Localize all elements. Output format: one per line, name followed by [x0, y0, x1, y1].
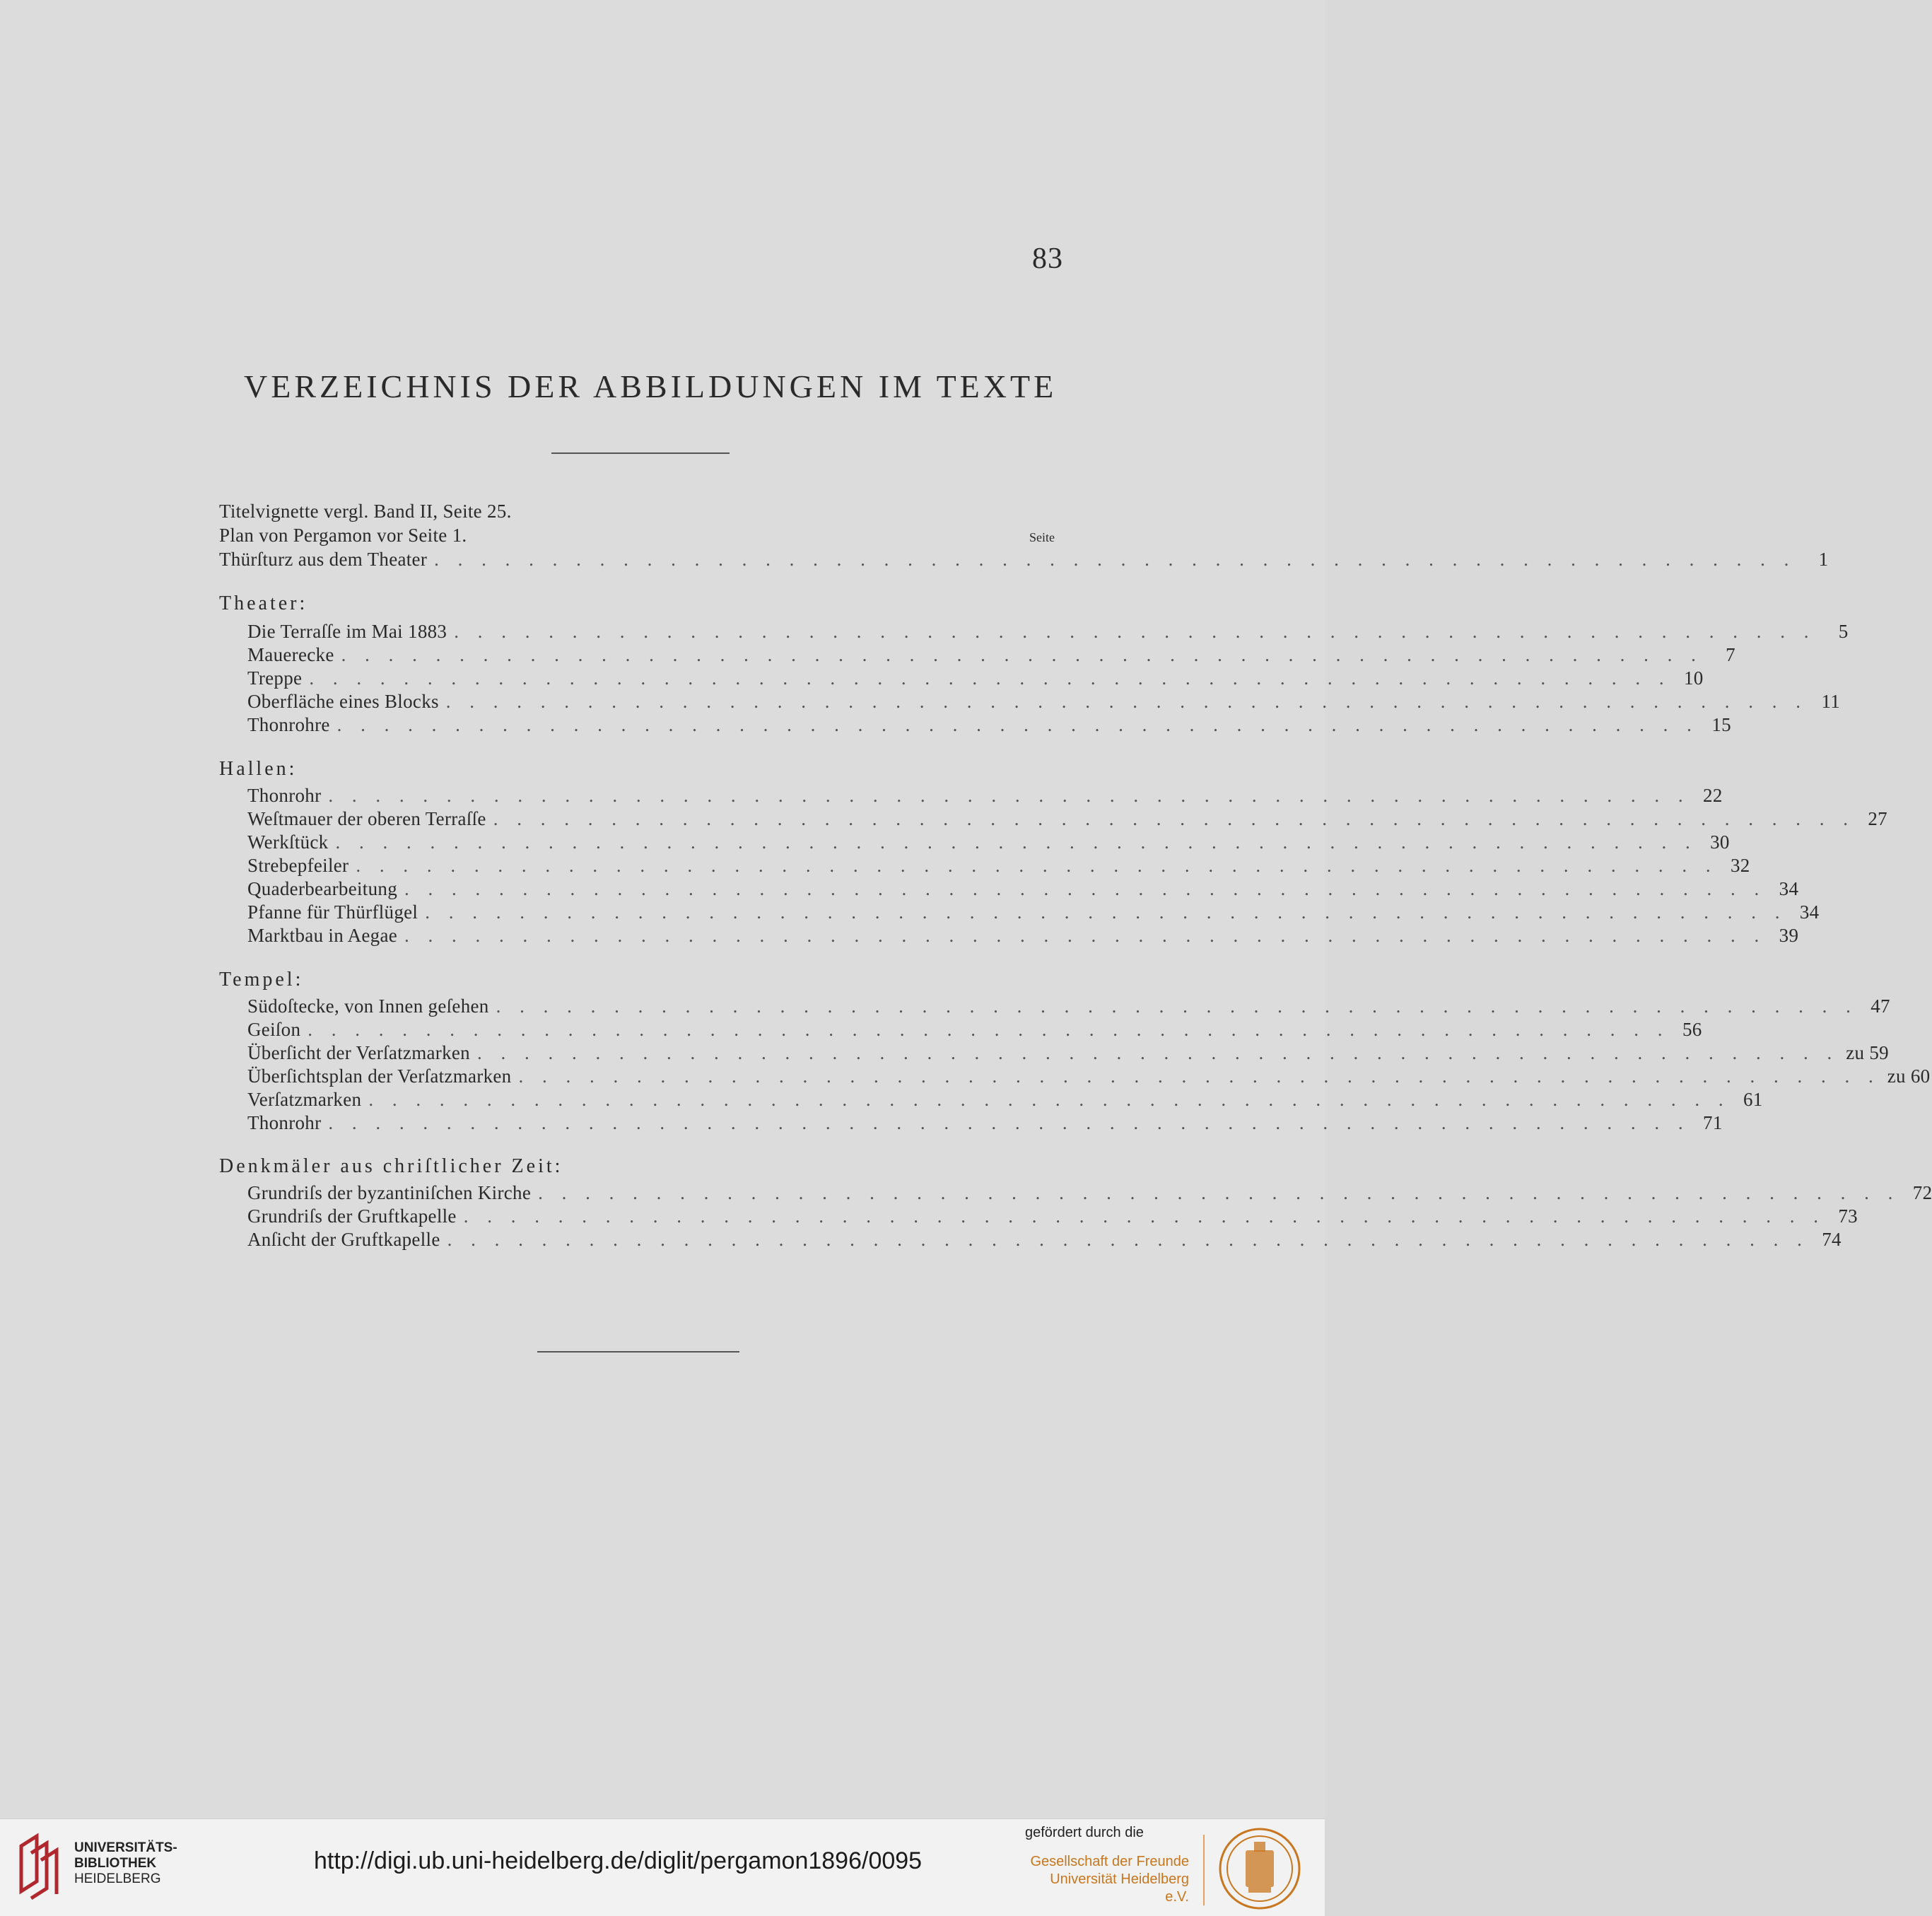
toc-entry: [247, 644, 1735, 668]
toc-entry: [247, 621, 1849, 645]
intro-line-2: Plan von Pergamon vor Seite 1.: [219, 525, 467, 546]
toc-entry: [247, 1089, 1763, 1113]
library-name-line-3: HEIDELBERG: [74, 1871, 161, 1886]
sponsor-divider: [1203, 1835, 1205, 1905]
dot-leader: . . . . . . . . . . . . . . . . . . . . . . . . . . . . . . . . . . . . . . . . . . . . . . . . . . . . . . . . . .: [341, 644, 1703, 665]
toc-entry-label: Treppe: [247, 667, 303, 689]
dot-leader: . . . . . . . . . . . . . . . . . . . . . . . . . . . . . . . . . . . . . . . . . . . . . . . . . . . . . . . . . .: [476, 1042, 1839, 1063]
dot-leader: . . . . . . . . . . . . . . . . . . . . . . . . . . . . . . . . . . . . . . . . . . . . . . . . . . . . . . . . . .: [463, 1205, 1825, 1227]
toc-entry: [247, 831, 1730, 855]
toc-entry-page: zu 60: [1887, 1065, 1931, 1087]
toc-entry-label: Thürſturz aus dem Theater: [219, 549, 428, 570]
toc-entry-page: 56: [1682, 1019, 1702, 1040]
toc-entry-label: Mauerecke: [247, 644, 334, 665]
dot-leader: . . . . . . . . . . . . . . . . . . . . . . . . . . . . . . . . . . . . . . . . . . . . . . . . . . . . . . . . . .: [404, 878, 1767, 899]
toc-entry-page: 7: [1726, 644, 1735, 665]
dot-leader: . . . . . . . . . . . . . . . . . . . . . . . . . . . . . . . . . . . . . . . . . . . . . . . . . . . . . . . . . .: [496, 995, 1858, 1017]
library-name-line-2: BIBLIOTHEK: [74, 1856, 157, 1871]
intro-line-1: Titelvignette vergl. Band II, Seite 25.: [219, 501, 512, 522]
dot-leader: . . . . . . . . . . . . . . . . . . . . . . . . . . . . . . . . . . . . . . . . . . . . . . . . . . . . . . . . . .: [538, 1182, 1900, 1203]
toc-entry-page: 34: [1799, 901, 1820, 923]
page-title: VERZEICHNIS DER ABBILDUNGEN IM TEXTE: [244, 368, 1058, 404]
toc-entry-label: Thonrohre: [247, 714, 330, 735]
dot-leader: . . . . . . . . . . . . . . . . . . . . . . . . . . . . . . . . . . . . . . . . . . . . . . . . . . . . . . . . . .: [434, 549, 1796, 570]
toc-entry-label: Die Terraſſe im Mai 1883: [247, 621, 447, 642]
toc-entry: [247, 1065, 1931, 1090]
end-divider: [537, 1351, 739, 1353]
toc-entry-page: zu 59: [1846, 1042, 1889, 1063]
toc-entry-page: 47: [1870, 995, 1890, 1017]
dot-leader: . . . . . . . . . . . . . . . . . . . . . . . . . . . . . . . . . . . . . . . . . . . . . . . . . . . . . . . . . .: [308, 1019, 1670, 1040]
toc-entry-page: 11: [1821, 691, 1841, 712]
toc-entry: [247, 1019, 1702, 1043]
dot-leader: . . . . . . . . . . . . . . . . . . . . . . . . . . . . . . . . . . . . . . . . . . . . . . . . . . . . . . . . . .: [454, 621, 1816, 642]
section-heading-tempel: Tempel:: [219, 969, 304, 991]
dot-leader: . . . . . . . . . . . . . . . . . . . . . . . . . . . . . . . . . . . . . . . . . . . . . . . . . . . . . . . . . .: [328, 1112, 1690, 1133]
toc-entry-label: Anſicht der Gruftkapelle: [247, 1229, 440, 1250]
toc-entry-label: Strebepfeiler: [247, 855, 349, 876]
toc-entry: [247, 1182, 1932, 1206]
toc-entry-label: Werkſtück: [247, 831, 329, 853]
section-heading-hallen: Hallen:: [219, 758, 298, 780]
toc-entry-label: Quaderbearbeitung: [247, 878, 398, 899]
toc-entry: [247, 667, 1704, 691]
toc-entry-page: 71: [1703, 1112, 1723, 1133]
viewer-footer: [0, 1818, 1325, 1916]
toc-entry: [247, 1229, 1842, 1253]
dot-leader: . . . . . . . . . . . . . . . . . . . . . . . . . . . . . . . . . . . . . . . . . . . . . . . . . . . . . . . . . .: [356, 855, 1718, 876]
toc-entry: [247, 1042, 1889, 1066]
dot-leader: . . . . . . . . . . . . . . . . . . . . . . . . . . . . . . . . . . . . . . . . . . . . . . . . . . . . . . . . . .: [309, 667, 1671, 689]
toc-entry: [247, 808, 1887, 832]
toc-entry: [247, 878, 1799, 902]
toc-entry: [247, 691, 1841, 715]
toc-entry: [219, 549, 1829, 573]
toc-entry-page: 74: [1822, 1229, 1842, 1250]
toc-entry: [247, 1205, 1858, 1229]
toc-entry: [247, 714, 1731, 738]
sponsor-name-line-2: Universität Heidelberg e.V.: [1050, 1871, 1189, 1905]
toc-entry-page: 10: [1683, 667, 1704, 689]
toc-entry-label: Grundriſs der byzantiniſchen Kirche: [247, 1182, 532, 1203]
toc-entry-label: Südoſtecke, von Innen geſehen: [247, 995, 489, 1017]
university-seal-icon: [1217, 1826, 1302, 1911]
toc-entry-page: 61: [1743, 1089, 1763, 1110]
toc-entry: [247, 901, 1820, 925]
toc-entry-page: 5: [1838, 621, 1849, 642]
toc-entry-page: 1: [1818, 549, 1829, 570]
seite-column-label: Seite: [1029, 530, 1055, 544]
toc-entry-label: Verſatzmarken: [247, 1089, 362, 1110]
toc-entry: [247, 995, 1890, 1020]
dot-leader: . . . . . . . . . . . . . . . . . . . . . . . . . . . . . . . . . . . . . . . . . . . . . . . . . . . . . . . . . .: [336, 714, 1699, 735]
toc-entry: [247, 855, 1750, 879]
library-logo-icon: [16, 1832, 59, 1898]
section-heading-theater: Theater:: [219, 592, 308, 614]
toc-entry-page: 39: [1779, 925, 1799, 946]
toc-entry-label: Grundriſs der Gruftkapelle: [247, 1205, 457, 1227]
section-heading-denkmaeler: Denkmäler aus chriſtlicher Zeit:: [219, 1155, 563, 1177]
toc-entry-label: Thonrohr: [247, 785, 322, 806]
toc-entry-page: 72: [1912, 1182, 1932, 1203]
dot-leader: . . . . . . . . . . . . . . . . . . . . . . . . . . . . . . . . . . . . . . . . . . . . . . . . . . . . . . . . . .: [368, 1089, 1731, 1110]
dot-leader: . . . . . . . . . . . . . . . . . . . . . . . . . . . . . . . . . . . . . . . . . . . . . . . . . . . . . . . . . .: [404, 925, 1767, 946]
dot-leader: . . . . . . . . . . . . . . . . . . . . . . . . . . . . . . . . . . . . . . . . . . . . . . . . . . . . . . . . . .: [328, 785, 1690, 806]
dot-leader: . . . . . . . . . . . . . . . . . . . . . . . . . . . . . . . . . . . . . . . . . . . . . . . . . . . . . . . . . .: [447, 1229, 1809, 1250]
toc-entry-page: 27: [1868, 808, 1887, 829]
page-number: 83: [1032, 243, 1063, 275]
sponsor-name: [1025, 1853, 1189, 1906]
toc-entry-label: Pfanne für Thürflügel: [247, 901, 418, 923]
sponsor-name-line-1: Gesellschaft der Freunde: [1030, 1854, 1189, 1869]
toc-entry: [247, 1112, 1723, 1136]
toc-entry: [247, 925, 1799, 949]
toc-entry-label: Oberfläche eines Blocks: [247, 691, 439, 712]
toc-entry-page: 32: [1730, 855, 1750, 876]
toc-entry-label: Weſtmauer der oberen Terraſſe: [247, 808, 486, 829]
toc-entry-label: Überſicht der Verſatzmarken: [247, 1042, 470, 1063]
dot-leader: . . . . . . . . . . . . . . . . . . . . . . . . . . . . . . . . . . . . . . . . . . . . . . . . . . . . . . . . . .: [445, 691, 1808, 712]
dot-leader: . . . . . . . . . . . . . . . . . . . . . . . . . . . . . . . . . . . . . . . . . . . . . . . . . . . . . . . . . .: [518, 1065, 1880, 1087]
title-divider: [551, 452, 730, 454]
toc-entry-label: Marktbau in Aegae: [247, 925, 398, 946]
toc-entry-page: 22: [1703, 785, 1723, 806]
toc-entry-page: 30: [1710, 831, 1730, 853]
library-name-line-1: UNIVERSITÄTS-: [74, 1840, 177, 1855]
permalink-url[interactable]: http://digi.ub.uni-heidelberg.de/diglit/pergamon1896/0095: [314, 1847, 923, 1874]
toc-entry-page: 15: [1711, 714, 1731, 735]
library-name: [74, 1840, 177, 1887]
dot-leader: . . . . . . . . . . . . . . . . . . . . . . . . . . . . . . . . . . . . . . . . . . . . . . . . . . . . . . . . . .: [493, 808, 1855, 829]
toc-entry-page: 34: [1779, 878, 1799, 899]
toc-entry-label: Thonrohr: [247, 1112, 322, 1133]
dot-leader: . . . . . . . . . . . . . . . . . . . . . . . . . . . . . . . . . . . . . . . . . . . . . . . . . . . . . . . . . .: [425, 901, 1787, 923]
dot-leader: . . . . . . . . . . . . . . . . . . . . . . . . . . . . . . . . . . . . . . . . . . . . . . . . . . . . . . . . . .: [335, 831, 1697, 853]
toc-entry-label: Überſichtsplan der Verſatzmarken: [247, 1065, 512, 1087]
toc-entry-page: 73: [1838, 1205, 1858, 1227]
toc-entry-label: Geiſon: [247, 1019, 301, 1040]
sponsor-intro: gefördert durch die: [1025, 1825, 1144, 1840]
toc-entry: [247, 785, 1723, 809]
